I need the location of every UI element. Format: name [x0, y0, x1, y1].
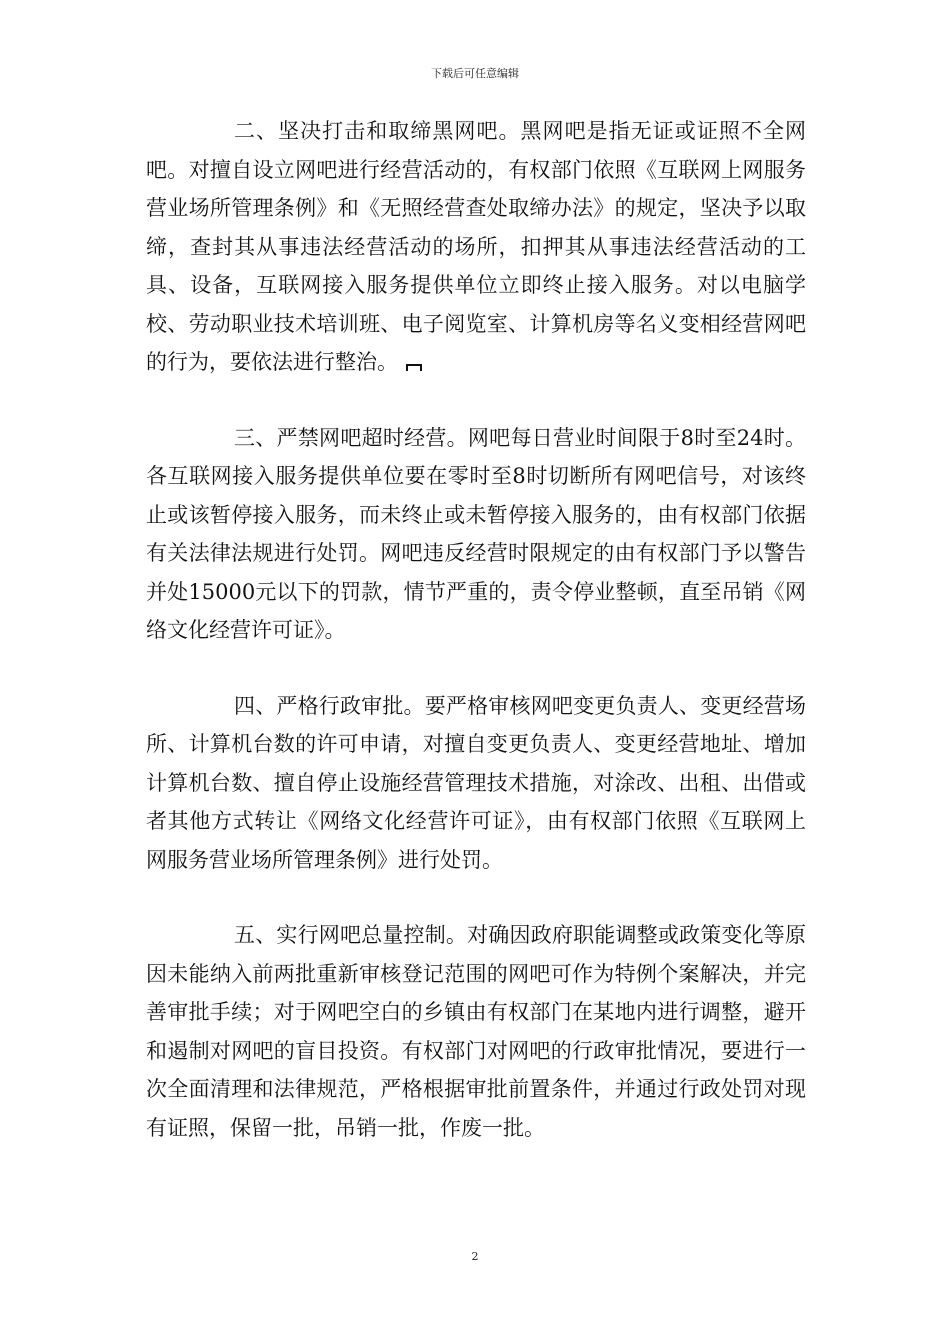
paragraph-5: 五、实行网吧总量控制。对确因政府职能调整或政策变化等原因未能纳入前两批重新审核登记范围的网吧可作为特例个案解决，并完善审批手续；对于网吧空白的乡镇由有权部门在某地内进行调整，避开和遏制对网吧的盲目投资。有权部门对网吧的行政审批情况，要进行一次全面清理和法律规范，严格根据审批前置条件，并通过行政处罚对现有证照，保留一批，吊销一批，作废一批。 [146, 923, 806, 1140]
page-header: 下载后可任意编辑 [431, 67, 519, 80]
document-body [146, 112, 806, 1147]
paragraph-2-text: 二、坚决打击和取缔黑网吧。黑网吧是指无证或证照不全网吧。对擅自设立网吧进行经营活动的，有权部门依照《互联网上网服务营业场所管理条例》和《无照经营查处取缔办法》的规定，坚决予以取缔，查封其从事违法经营活动的场所，扣押其从事违法经营活动的工具、设备，互联网接入服务提供单位立即终止接入服务。对以电脑学校、劳动职业技术培训班、电子阅览室、计算机房等名义变相经营网吧的行为，要依法进行整治。 [146, 119, 806, 374]
paragraph-4: 四、严格行政审批。要严格审核网吧变更负责人、变更经营场所、计算机台数的许可申请，对擅自变更负责人、变更经营地址、增加计算机台数、擅自停止设施经营管理技术措施，对涂改、出租、出借或者其他方式转让《网络文化经营许可证》，由有权部门依照《互联网上网服务营业场所管理条例》进行处罚。 [146, 693, 806, 872]
paragraph-2 [146, 112, 806, 382]
text-cursor-icon [406, 364, 422, 371]
paragraph-3: 三、严禁网吧超时经营。网吧每日营业时间限于8时至24时。各互联网接入服务提供单位要在零时至8时切断所有网吧信号，对该终止或该暂停接入服务，而未终止或未暂停接入服务的，由有权部门依据有关法律法规进行处罚。网吧违反经营时限规定的由有权部门予以警告并处15000元以下的罚款，情节严重的，责令停业整顿，直至吊销《网络文化经营许可证》。 [146, 425, 806, 642]
page-number: 2 [471, 1250, 479, 1263]
